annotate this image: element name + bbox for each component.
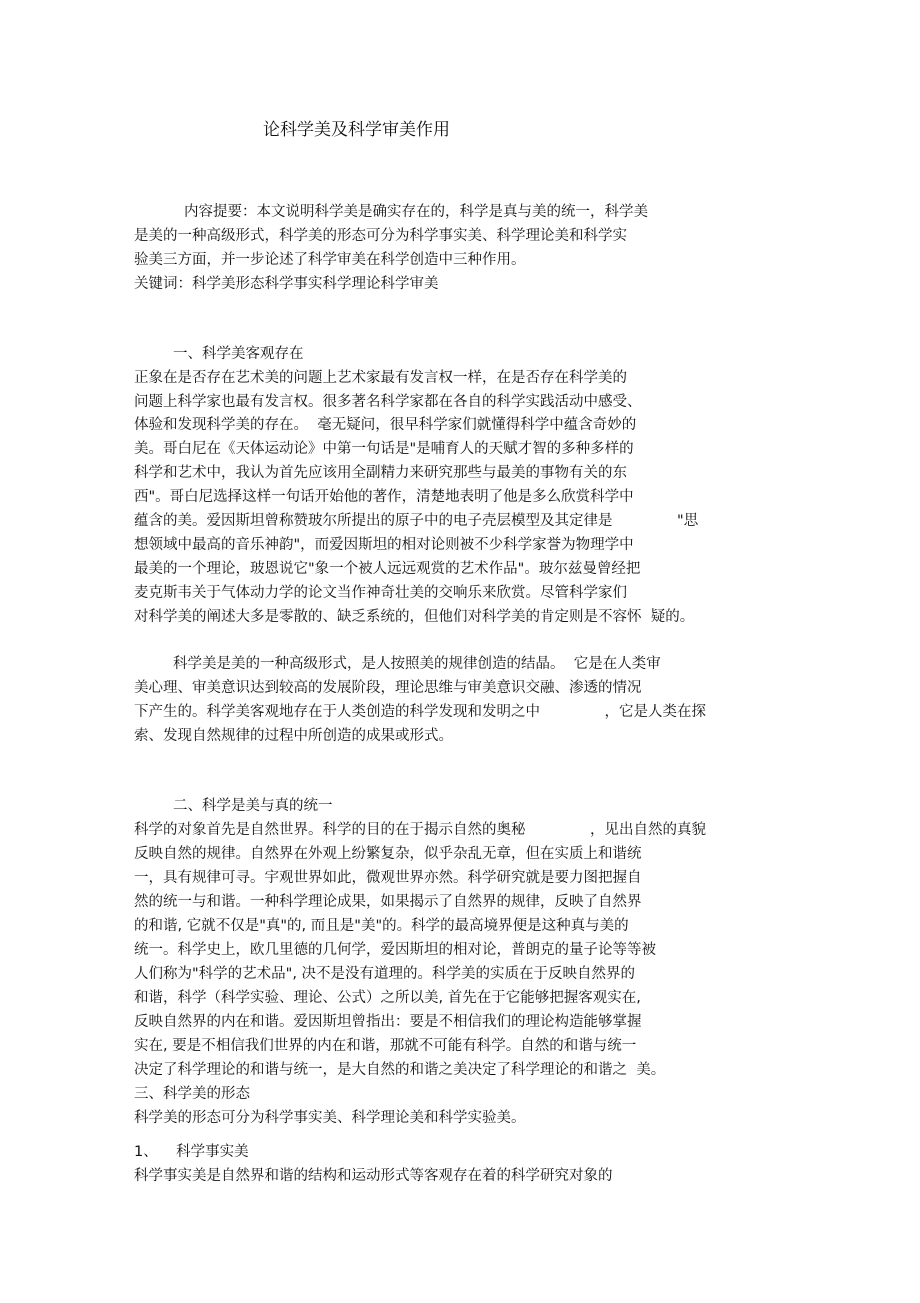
paragraph-line: 实在, 要是不相信我们世界的内在和谐，那就不可能有科学。自然的和谐与统一 [134,1038,637,1054]
subsection-heading: 1、 科学事实美 [134,1144,249,1160]
paragraph-line: 最美的一个理论，玻恩说它"象一个被人远远观赏的艺术作品"。玻尔兹曼曾经把 [134,561,641,577]
paragraph-line: 对科学美的阐述大多是零散的、缺乏系统的，但他们对科学美的肯定则是不容怀 疑的。 [134,609,695,625]
section-heading: 二、科学是美与真的统一 [173,798,333,814]
paragraph-line: 正象在是否存在艺术美的问题上艺术家最有发言权一样，在是否存在科学美的 [134,370,627,386]
paragraph-line: 反映自然的规律。自然界在外观上纷繁复杂，似乎杂乱无章，但在实质上和谐统 [134,846,642,862]
abstract-line: 是美的一种高级形式，科学美的形态可分为科学事实美、科学理论美和科学实 [134,228,627,244]
paragraph-line: 科学美是美的一种高级形式，是人按照美的规律创造的结晶。 它是在人类审 [173,656,661,672]
abstract-line: 验美三方面，并一步论述了科学审美在科学创造中三种作用。 [134,252,526,268]
paragraph-line: 科学美的形态可分为科学事实美、科学理论美和科学实验美。 [134,1110,526,1126]
paragraph-line: 蕴含的美。爱因斯坦曾称赞玻尔所提出的原子中的电子壳层模型及其定律是 "思 [134,513,699,529]
section-heading: 一、科学美客观存在 [173,346,304,362]
paragraph-line: 美心理、审美意识达到较高的发展阶段，理论思维与审美意识交融、渗透的情况 [134,680,642,696]
paragraph-line: 麦克斯韦关于气体动力学的论文当作神奇壮美的交响乐来欣赏。尽管科学家们 [134,585,627,601]
section-heading: 三、科学美的形态 [134,1086,250,1102]
paragraph-line: 科学的对象首先是自然世界。科学的目的在于揭示自然的奥秘 ，见出自然的真貌 [134,822,707,838]
paragraph-line: 想领域中最高的音乐神韵"，而爱因斯坦的相对论则被不少科学家誉为物理学中 [134,537,634,553]
paragraph-line: 的和谐, 它就不仅是"真"的, 而且是"美"的。科学的最高境界便是这种真与美的 [134,918,629,934]
paragraph-line: 美。哥白尼在《天体运动论》中第一句话是"是哺育人的天赋才智的多种多样的 [134,441,634,457]
paragraph-line: 一，具有规律可寻。宇观世界如此，微观世界亦然。科学研究就是要力图把握自 [134,870,642,886]
paragraph-line: 人们称为"科学的艺术品", 决不是没有道理的。科学美的实质在于反映自然界的 [134,966,636,982]
keywords: 关键词：科学美形态科学事实科学理论科学审美 [134,276,439,292]
paragraph-line: 问题上科学家也最有发言权。很多著名科学家都在各自的科学实践活动中感受、 [134,394,642,410]
paragraph-line: 反映自然界的内在和谐。爱因斯坦曾指出：要是不相信我们的理论构造能够掌握 [134,1014,642,1030]
page-title: 论科学美及科学审美作用 [263,120,450,140]
paragraph-line: 体验和发现科学美的存在。 毫无疑问，很早科学家们就懂得科学中蕴含奇妙的 [134,417,637,433]
paragraph-line: 科学事实美是自然界和谐的结构和运动形式等客观存在着的科学研究对象的 [134,1168,613,1184]
paragraph-line: 科学和艺术中，我认为首先应该用全副精力来研究那些与最美的事物有关的东 [134,465,627,481]
paragraph-line: 统一。科学史上，欧几里德的几何学，爱因斯坦的相对论，普朗克的量子论等等被 [134,942,656,958]
paragraph-line: 西"。哥白尼选择这样一句话开始他的著作，清楚地表明了他是多么欣赏科学中 [134,489,634,505]
paragraph-line: 下产生的。科学美客观地存在于人类创造的科学发现和发明之中 ，它是人类在探 [134,704,707,720]
abstract-line: 内容提要：本文说明科学美是确实存在的，科学是真与美的统一，科学美 [184,204,648,220]
paragraph-line: 然的统一与和谐。一种科学理论成果，如果揭示了自然界的规律，反映了自然界 [134,894,642,910]
paragraph-line: 索、发现自然规律的过程中所创造的成果或形式。 [134,728,453,744]
paragraph-line: 决定了科学理论的和谐与统一，是大自然的和谐之美决定了科学理论的和谐之 美。 [134,1062,666,1078]
paragraph-line: 和谐，科学（科学实验、理论、公式）之所以美, 首先在于它能够把握客观实在, [134,990,641,1006]
